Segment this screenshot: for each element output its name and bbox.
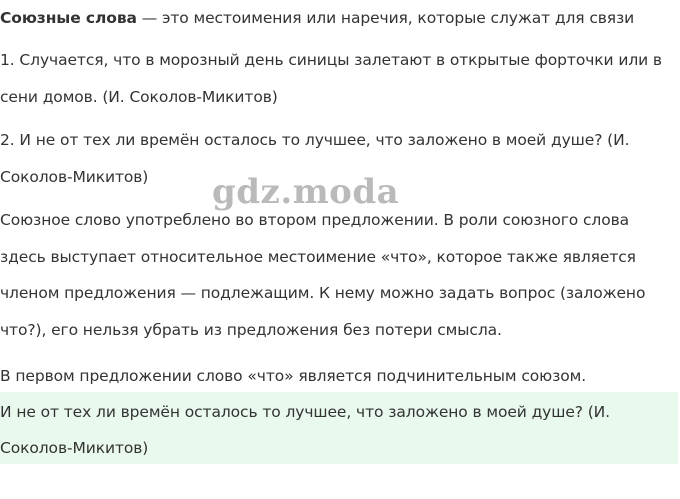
explanation-paragraph: Союзное слово употреблено во втором предложении. В роли союзного слова здесь выступает относительное местоимение «что», которое также является членом предложения — подлежащим. К нему можно задать вопрос (заложено что?), его нельзя убрать из предложения без потери смысла. xyxy=(0,211,646,339)
watermark-logo: gdz.moda xyxy=(212,172,400,212)
answer-text: И не от тех ли времён осталось то лучшее, что заложено в моей душе? (И. Соколов-Микитов) xyxy=(0,403,611,457)
example-sentence-2: 2. И не от тех ли времён осталось то лучшее, что заложено в моей душе? (И. Соколов-Микитов) xyxy=(0,131,630,186)
definition-term: Союзные слова xyxy=(0,9,137,27)
definition-text: — это местоимения или наречия, которые служат для связи xyxy=(136,9,635,27)
definition-paragraph xyxy=(0,0,672,37)
example-sentence-1: 1. Случается, что в морозный день синицы залетают в открытые форточки или в сени домов. (И. Соколов-Микитов) xyxy=(0,51,662,106)
first-sentence-note: В первом предложении слово «что» является подчинительным союзом. xyxy=(0,367,587,385)
